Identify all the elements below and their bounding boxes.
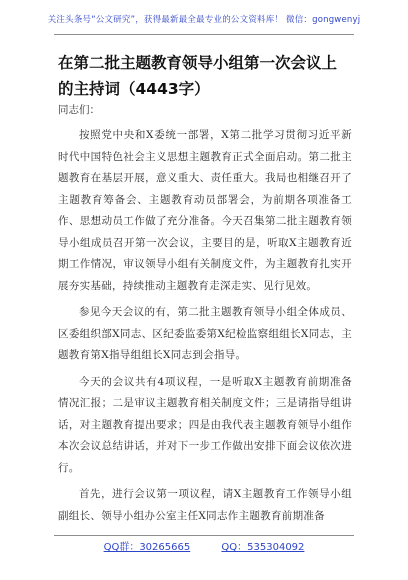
paragraph: 首先，进行会议第一项议程，请X主题教育工作领导小组副组长、领导小组办公室主任X同志作主题教育前期准备 [58, 488, 352, 522]
paragraph: 今天的会议共有4项议程，一是听取X主题教育前期准备情况汇报；二是审议主题教育相关制度文件；三是请指导组讲话，对主题教育提出要求；四是由我代表主题教育领导小组作本次会议总结讲话，并对下一步工作做出安排下面会议依次进行。 [58, 375, 352, 474]
paragraph: 按照党中央和X委统一部署，X第二批学习贯彻习近平新时代中国特色社会主义思想主题教育正式全面启动。第二批主题教育在基层开展，意义重大、责任重大。我局也相继召开了主题教育筹备会、主题教育动员部署会，为前期各项准备工作、思想动员工作做了充分准备。今天召集第二批主题教育领导小组成员召开第一次会议，主要目的是，听取X主题教育近期工作情况，审议领导小组有关制度文件，为主题教育扎实开展夯实基础，持续推动主题教育走深走实、见行见效。 [58, 129, 352, 292]
header-promo-text: 关注头条号“公文研究”，获得最新最全最专业的公文资料库！ 微信：gongwenyj [47, 15, 361, 25]
document-body [58, 50, 352, 532]
qq-contact-link[interactable]: QQ：535304092 [221, 542, 305, 553]
document-title: 在第二批主题教育领导小组第一次会议上的主持词（4443字） [58, 54, 338, 98]
salutation: 同志们： [58, 104, 100, 116]
paragraph: 参见今天会议的有，第二批主题教育领导小组全体成员、区委组织部X同志、区纪委监委第X纪检监察组组长X同志，主题教育第X指导组组长X同志到会指导。 [58, 306, 352, 361]
footer-divider [54, 535, 354, 536]
page-header [0, 0, 408, 34]
qq-group-link[interactable]: QQ群：30265665 [103, 542, 191, 553]
page-footer [0, 538, 408, 553]
header-divider [54, 34, 354, 35]
